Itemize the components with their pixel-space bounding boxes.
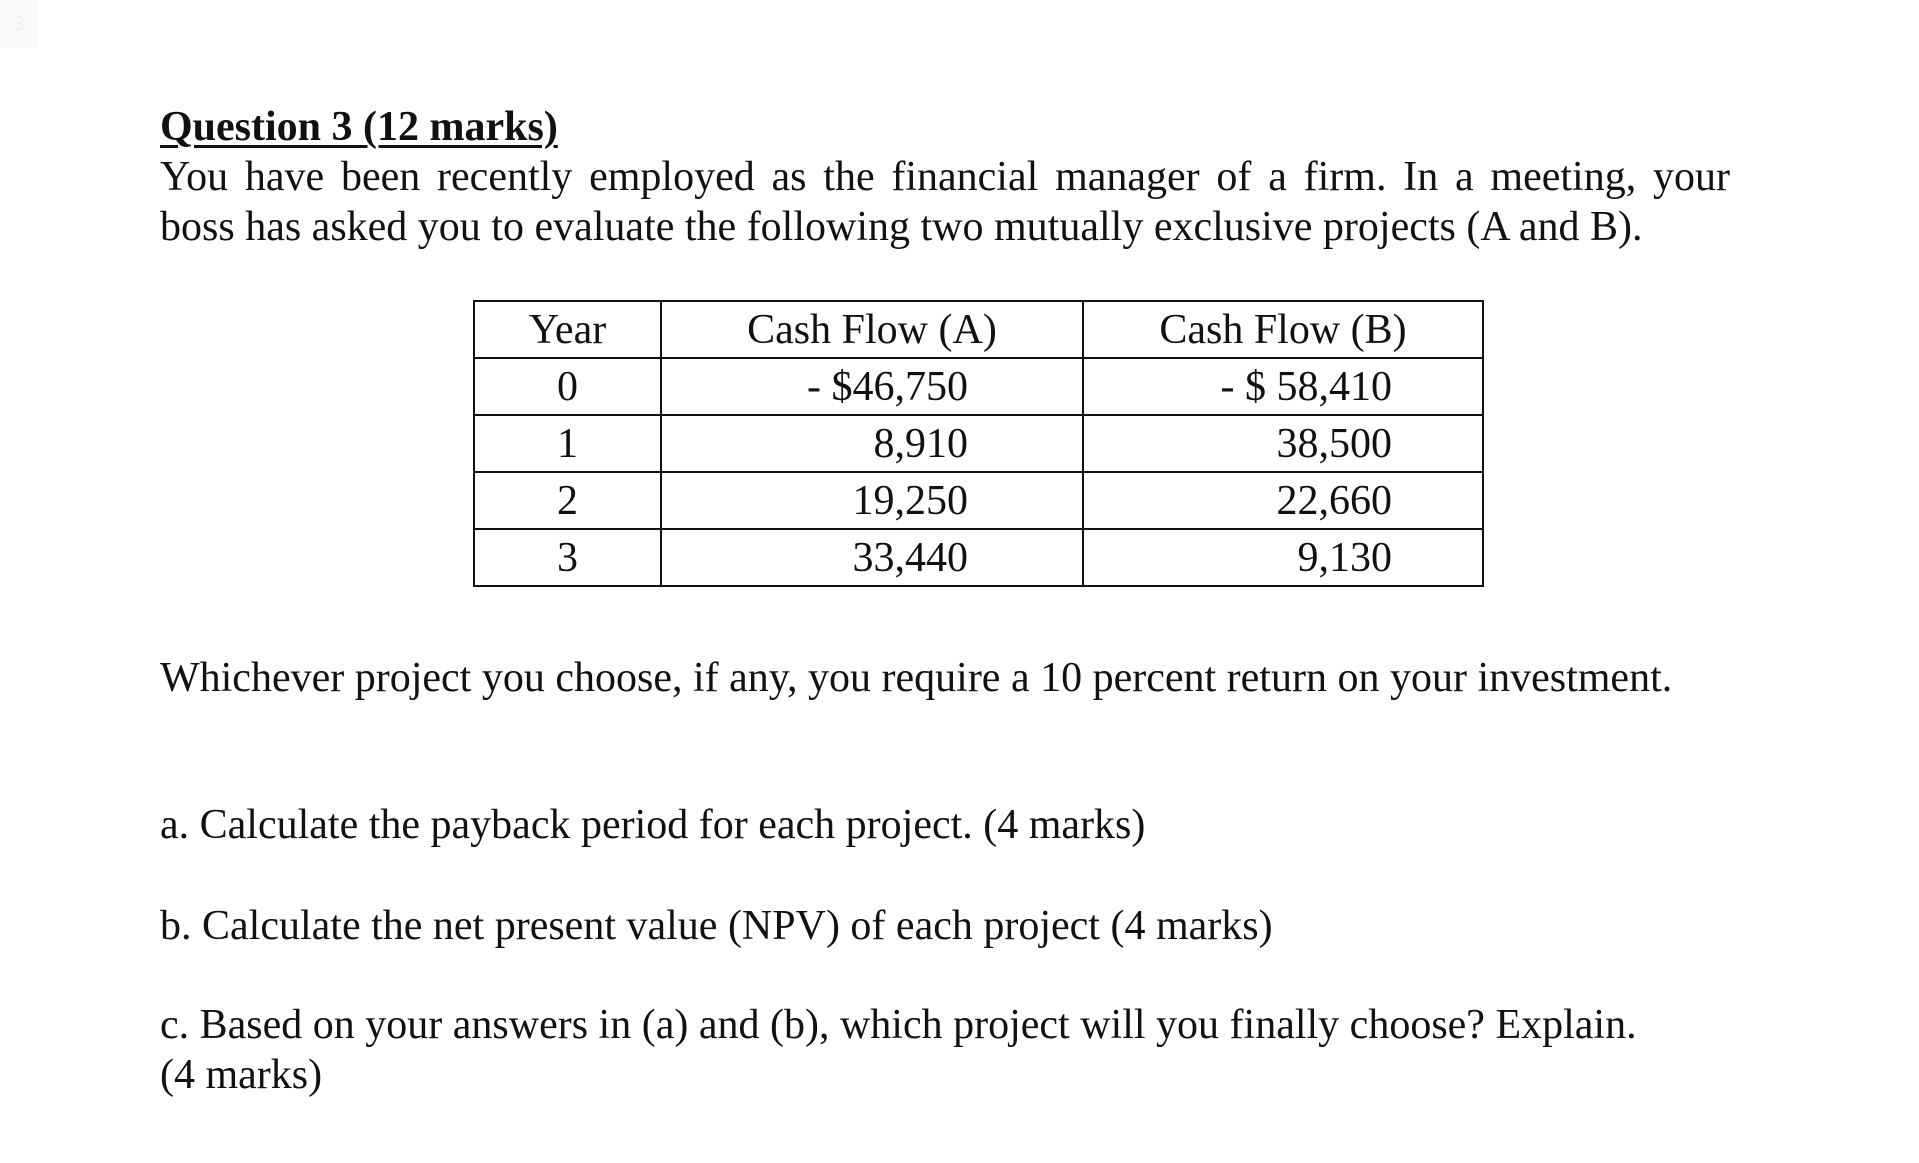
cell-cash-flow-a: 33,440 <box>661 529 1083 586</box>
table-row <box>474 415 1483 472</box>
table-row <box>474 472 1483 529</box>
cell-cash-flow-b: 38,500 <box>1083 415 1483 472</box>
intro-line-2: boss has asked you to evaluate the following two mutually exclusive projects (A and B). <box>160 204 1643 250</box>
table-row <box>474 358 1483 415</box>
header-cash-flow-a: Cash Flow (A) <box>661 301 1083 358</box>
cell-cash-flow-a: 19,250 <box>661 472 1083 529</box>
cell-year: 0 <box>474 358 661 415</box>
header-year: Year <box>474 301 661 358</box>
question-intro <box>160 152 1730 252</box>
cell-year: 1 <box>474 415 661 472</box>
required-return-text: Whichever project you choose, if any, you require a 10 percent return on your investment. <box>160 655 1673 701</box>
cash-flow-table <box>473 300 1484 587</box>
cell-year: 3 <box>474 529 661 586</box>
part-c-text-line-2: (4 marks) <box>160 1052 323 1098</box>
table-header-row <box>474 301 1483 358</box>
cell-cash-flow-a: 8,910 <box>661 415 1083 472</box>
cell-cash-flow-b: 9,130 <box>1083 529 1483 586</box>
part-c-text-line-1: c. Based on your answers in (a) and (b), which project will you finally choose? Explain. <box>160 1002 1637 1048</box>
cell-year: 2 <box>474 472 661 529</box>
part-b-text: b. Calculate the net present value (NPV) of each project (4 marks) <box>160 903 1273 949</box>
intro-line-1: You have been recently employed as the financial manager of a firm. In a meeting, your <box>160 154 1730 200</box>
table-row <box>474 529 1483 586</box>
part-a-text: a. Calculate the payback period for each project. (4 marks) <box>160 802 1146 848</box>
cell-cash-flow-b: - $ 58,410 <box>1083 358 1483 415</box>
page-number-mark: 3 <box>0 0 38 48</box>
header-cash-flow-b: Cash Flow (B) <box>1083 301 1483 358</box>
cell-cash-flow-b: 22,660 <box>1083 472 1483 529</box>
cell-cash-flow-a: - $46,750 <box>661 358 1083 415</box>
question-title: Question 3 (12 marks) <box>160 104 558 150</box>
